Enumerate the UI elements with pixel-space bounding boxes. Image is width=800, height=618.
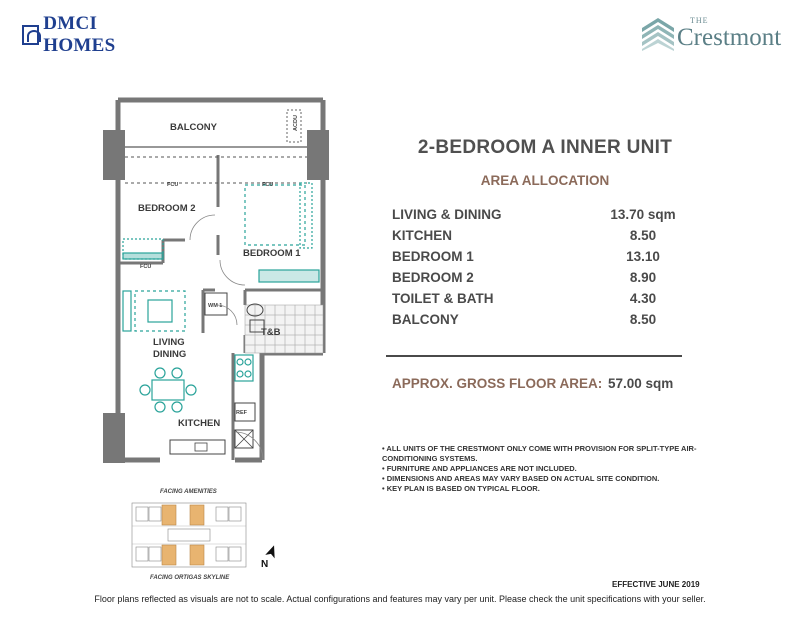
area-label: LIVING & DINING [392,207,502,222]
room-label-balcony: BALCONY [170,122,217,133]
crestmont-logo-name: Crestmont [677,24,782,51]
fcu-label: FCU [140,264,152,270]
area-label: TOILET & BATH [392,291,494,306]
effective-date: EFFECTIVE JUNE 2019 [612,580,700,589]
floor-plan [95,95,335,470]
area-allocation-heading: AREA ALLOCATION [480,173,610,188]
key-plan [128,497,250,573]
furniture [123,183,319,412]
wm-label: WM 1 [208,303,223,309]
room-label-living: LIVING [153,337,185,348]
tb-tiles [245,305,323,353]
note-item: • KEY PLAN IS BASED ON TYPICAL FLOOR. [382,483,540,493]
crestmont-emblem-icon [640,16,680,52]
area-label: BEDROOM 1 [392,249,474,264]
ref-label: REF [236,410,247,416]
area-label: BEDROOM 2 [392,270,474,285]
area-label: BALCONY [392,312,459,327]
area-value: 8.50 [629,312,657,327]
room-label-dining: DINING [153,349,187,360]
north-arrow-icon [258,543,282,573]
note-item: • FURNITURE AND APPLIANCES ARE NOT INCLUDED. [382,463,577,473]
note-item: • DIMENSIONS AND AREAS MAY VARY BASED ON ACTUAL SITE CONDITION. [382,473,660,483]
acdu-label: ACDU [292,115,299,131]
fcu-label: FCU [167,182,179,188]
dmci-logo-text: DMCI HOMES [43,13,116,56]
area-value: 13.10 [626,249,660,264]
area-label: KITCHEN [392,228,452,243]
key-plan-facing-bottom: FACING ORTIGAS SKYLINE [150,575,230,581]
area-value: 8.50 [629,228,657,243]
notes-list [382,444,702,494]
gross-floor-area-value: 57.00 sqm [608,376,674,391]
unit-title: 2-BEDROOM A INNER UNIT [417,137,673,158]
column [307,130,329,180]
area-value: 13.70 sqm [610,207,676,222]
area-row [392,270,682,290]
column [103,130,125,180]
area-value: 4.30 [629,291,657,306]
dmci-homes-logo [22,13,152,56]
divider [386,355,682,357]
room-label-tb: T&B [261,327,281,338]
crestmont-logo-the: THE [690,16,709,25]
area-row [392,312,682,332]
area-value: 8.90 [629,270,657,285]
key-plan-facing-top: FACING AMENITIES [160,489,217,495]
disclaimer-text: Floor plans reflected as visuals are not to scale. Actual configurations and features may vary per unit. Please check the unit specifications with your seller. [94,594,706,604]
crestmont-logo [640,14,780,54]
room-label-bedroom-2: BEDROOM 2 [138,203,196,214]
gross-floor-area-label: APPROX. GROSS FLOOR AREA: [392,376,603,391]
area-row [392,207,682,227]
area-row [392,249,682,269]
room-label-kitchen: KITCHEN [178,418,221,429]
column [103,413,125,463]
note-item: • ALL UNITS OF THE CRESTMONT ONLY COME WITH PROVISION FOR SPLIT-TYPE AIR-CONDITIONING SYSTEMS. [382,444,697,463]
north-label: N [261,559,269,570]
area-row [392,228,682,248]
area-row [392,291,682,311]
room-label-bedroom-1: BEDROOM 1 [243,248,301,259]
fcu-label: FCU [262,182,274,188]
dmci-logo-mark-icon [22,25,39,45]
